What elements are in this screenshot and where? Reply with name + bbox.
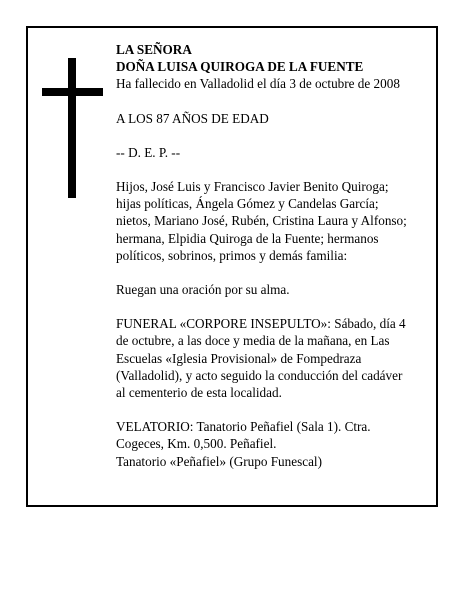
- family-line: hijas políticas, Ángela Gómez y Candelas García;: [116, 196, 379, 212]
- velatorio-line: Cogeces, Km. 0,500. Peñafiel.: [116, 436, 277, 452]
- rip-line: -- D. E. P. --: [116, 144, 181, 160]
- cross-icon-bar: [42, 88, 103, 96]
- title-line: LA SEÑORA: [116, 42, 192, 57]
- velatorio-line: Tanatorio «Peñafiel» (Grupo Funescal): [116, 453, 322, 469]
- family-line: políticos, sobrinos, primos y demás familia:: [116, 247, 348, 263]
- family-line: hermana, Elpidia Quiroga de la Fuente; hermanos: [116, 230, 379, 246]
- funeral-line: al cementerio de esta localidad.: [116, 385, 282, 401]
- funeral-line: Escuelas «Iglesia Provisional» de Fompedraza: [116, 350, 362, 366]
- obituary-card: [26, 26, 438, 507]
- death-notice: Ha fallecido en Valladolid el día 3 de octubre de 2008: [116, 76, 400, 92]
- velatorio-line: VELATORIO: Tanatorio Peñafiel (Sala 1). Ctra.: [116, 419, 371, 435]
- funeral-line: (Valladolid), y acto seguido la conducción del cadáver: [116, 367, 403, 383]
- family-line: Hijos, José Luis y Francisco Javier Benito Quiroga;: [116, 179, 389, 195]
- obituary-text: [116, 41, 428, 470]
- family-line: nietos, Mariano José, Rubén, Cristina Laura y Alfonso;: [116, 213, 407, 229]
- velatorio-paragraph: [116, 418, 428, 470]
- deceased-name: DOÑA LUISA QUIROGA DE LA FUENTE: [116, 59, 364, 75]
- family-paragraph: [116, 178, 428, 264]
- funeral-paragraph: [116, 315, 428, 401]
- funeral-line: de octubre, a las doce y media de la mañana, en Las: [116, 333, 390, 349]
- age-line: A LOS 87 AÑOS DE EDAD: [116, 110, 269, 126]
- prayer-line: Ruegan una oración por su alma.: [116, 282, 290, 298]
- funeral-line: FUNERAL «CORPORE INSEPULTO»: Sábado, día 4: [116, 316, 406, 332]
- cross-icon: [68, 58, 76, 198]
